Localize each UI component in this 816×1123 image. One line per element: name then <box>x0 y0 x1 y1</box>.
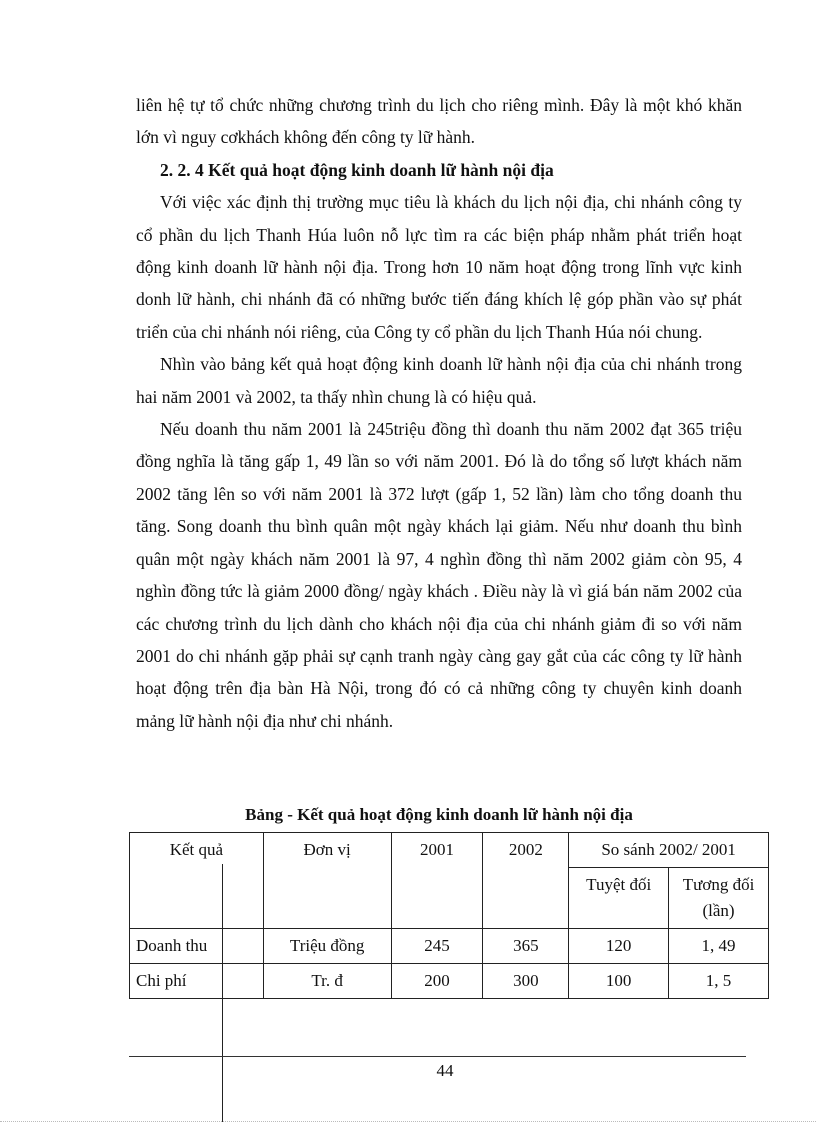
row-label: Doanh thu <box>130 929 264 964</box>
header-compare: So sánh 2002/ 2001 <box>569 833 769 868</box>
header-relative <box>669 868 769 929</box>
row-label: Chi phí <box>130 964 264 999</box>
row-relative: 1, 5 <box>669 964 769 999</box>
table-row <box>130 964 769 999</box>
page-edge-dotted-rule <box>0 1121 816 1122</box>
header-unit: Đơn vị <box>263 833 391 929</box>
section-heading: 2. 2. 4 Kết quả hoạt động kinh doanh lữ hành nội địa <box>160 159 554 180</box>
row-2002: 365 <box>483 929 569 964</box>
paragraph: Nếu doanh thu năm 2001 là 245triệu đồng thì doanh thu năm 2002 đạt 365 triệu đồng nghĩa là tăng gấp 1, 49 lần so với năm 2001. Đó là do tổng số lượt khách năm 2002 tăng lên so với năm 2001 là 372 lượt (gấp 1, 52 lần) làm cho tổng doanh thu tăng. Song doanh thu bình quân một ngày khách lại giảm. Nếu như doanh thu bình quân một ngày khách năm 2001 là 97, 4 nghìn đồng thì năm 2002 giảm còn 95, 4 nghìn đồng tức là giảm 2000 đồng/ ngày khách . Điều này là vì giá bán năm 2002 của các chương trình du lịch dành cho khách nội địa của chi nhánh giảm đi so với năm 2001 do chi nhánh gặp phải sự cạnh tranh ngày càng gay gắt của các công ty lữ hành hoạt động trên địa bàn Hà Nội, trong đó có cả những công ty chuyên kinh doanh mảng lữ hành nội địa như chi nhánh. <box>136 419 742 731</box>
paragraph: Với việc xác định thị trường mục tiêu là khách du lịch nội địa, chi nhánh công ty cổ phần du lịch Thanh Húa luôn nỗ lực tìm ra các biện pháp nhằm phát triển hoạt động kinh doanh lữ hành nội địa. Trong hơn 10 năm hoạt động trong lĩnh vực kinh donh lữ hành, chi nhánh đã có những bước tiến đáng khích lệ góp phần vào sự phát triển của chi nhánh nói riêng, của Công ty cổ phần du lịch Thanh Húa nói chung. <box>136 192 742 342</box>
paragraph: Nhìn vào bảng kết quả hoạt động kinh doanh lữ hành nội địa của chi nhánh trong hai năm 2001 và 2002, ta thấy nhìn chung là có hiệu quả. <box>136 354 742 407</box>
row-relative: 1, 49 <box>669 929 769 964</box>
row-absolute: 100 <box>569 964 669 999</box>
header-relative-unit: (lần) <box>702 901 735 920</box>
row-unit: Triệu đồng <box>263 929 391 964</box>
footer-rule <box>129 1056 746 1057</box>
row-absolute: 120 <box>569 929 669 964</box>
row-2002: 300 <box>483 964 569 999</box>
paragraph-continued: liên hệ tự tổ chức những chương trình du lịch cho riêng mình. Đây là một khó khăn lớn vì nguy cơkhách không đến công ty lữ hành. <box>136 95 742 148</box>
header-relative-label: Tương đối <box>682 875 755 894</box>
table-header-row <box>130 833 769 868</box>
results-table <box>129 832 769 999</box>
row-unit: Tr. đ <box>263 964 391 999</box>
table-row <box>130 929 769 964</box>
stray-vertical-rule <box>222 864 223 1122</box>
header-result: Kết quả <box>130 833 264 929</box>
row-2001: 245 <box>391 929 483 964</box>
header-2001: 2001 <box>391 833 483 929</box>
header-absolute: Tuyệt đối <box>569 868 669 929</box>
row-2001: 200 <box>391 964 483 999</box>
table-caption: Bảng - Kết quả hoạt động kinh doanh lữ hành nội địa <box>245 805 633 824</box>
page-number: 44 <box>436 1061 454 1080</box>
header-2002: 2002 <box>483 833 569 929</box>
body-text <box>136 89 742 737</box>
